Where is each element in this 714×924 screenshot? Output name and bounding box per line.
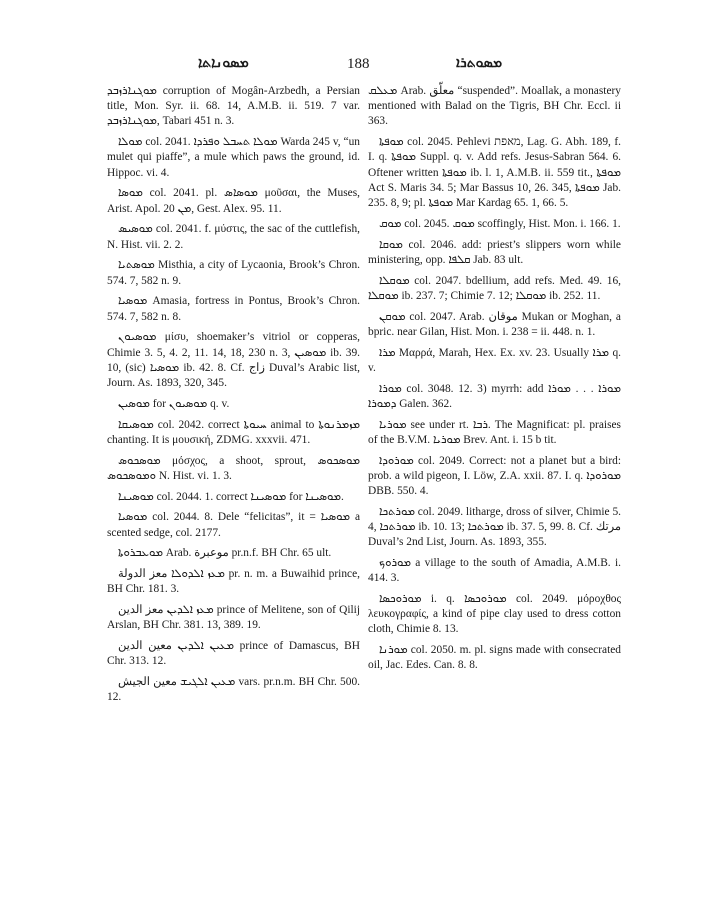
dictionary-entry: ܡܥܙ ܐܠܕܘܠܐ معز الدولة pr. n. m. a Buwaihid prince, BH Chr. 181. 3. (107, 568, 360, 596)
dictionary-entry: ܡܘܣܝܩܐ col. 2042. correct ܚܝܘܬܐ animal to ܡܙܡܪܢܘܬܐ chanting. It is μουσική, ZDMG. xxxvii. 471. (107, 418, 360, 446)
dictionary-entry: ܡܪܐ Μαρρά, Marah, Hex. Ex. xv. 23. Usually ܡܪܐ q. v. (368, 346, 621, 374)
dictionary-entry: ܡܘܦܬܐ col. 2045. Pehlevi מאפת, Lag. G. Abh. 189, f. I. q. ܡܘܦܬܐ Suppl. q. v. Add refs. Jesus-Sabran 564. 6. Oftener written ܡܘܦܬܐ ib. l. 1, A.M.B. ii. 559 tit., ܡܘܦܬܐ Act S. Maris 34. 5; Mar Bassus 10, 26. 345, ܡܘܦܬܐ Jab. 235. 8, 9; pl. ܡܘܦܬܐ Mar Kardag 65. 1, 66. 5. (368, 136, 621, 210)
dictionary-entry: ܡܘܣܐ col. 2041. pl. ܡܘܣܐܣ μοῦσαι, the Muses, Arist. Apol. ܡܢ 20, Gest. Alex. 95. 11. (107, 187, 360, 215)
right-column (368, 84, 621, 679)
dictionary-entry: ܡܘܪܬܟܐ col. 2049. litharge, dross of silver, Chimie 5. 4, ܡܘܪܬܟܐ ib. 10. 13; ܡܘܪܬܟܐ ib. 37. 5, 99. 8. Cf. مرتك Duval’s 2nd List, Journ. As. 1893, 355. (368, 505, 621, 549)
dictionary-entry: ܡܘܣܝܐ col. 2044. 8. Dele “felicitas”, it = ܡܘܣܝܐ a scented sedge, col. 2177. (107, 511, 361, 539)
dictionary-entry: ܡܘܣܝܘܢ μίσυ, shoemaker’s vitriol or copperas, Chimie 3. 5, 4. 2, 11. 14, 18, 230 n. 3, ܡܘܣܝܢ ib. 39. 10, (sic) ܡܘܣܝܐ ib. 42. 8. Cf. زاج Duval’s Arabic list, Journ. As. 1893, 320, 345. (107, 331, 360, 390)
dictionary-entry: ܡܘܪܘܟܣܐ i. q. ܡܘܪܘܟܣܐ col. 2049. μόροχθος λευκογραφίς, a kind of pipe clay used to dress cotton cloth, Chimie 8. 13. (368, 593, 621, 636)
dictionary-entry: ܡܘܥܒܪܘܬܐ Arab. موعبرة pr.n.f. BH Chr. 65 ult. (118, 547, 332, 560)
dictionary-entry: ܡܘܠܐ col. 2041. ܡܘܠܐ ܬܚܒܠ ܘܦܪܕܐ Warda 245 v, “un mulet qui piaffe”, a mule which paws the ground, id. Hippoc. vi. 4. (107, 136, 360, 179)
dictionary-entry: ܡܘܩܢ col. 2047. Arab. موقان Mukan or Moghan, a bpric. near Gilan, Hist. Mon. i. 238 = ii. 448. n. 1. (368, 310, 621, 338)
running-title-right: ܡܣܘܬܪܐ (456, 56, 503, 71)
dictionary-entry: ܡܥܝܢ ܐܠܕܝܢ معين الدين prince of Damascus, BH Chr. 313. 12. (107, 640, 360, 668)
dictionary-entry: ܡܥܙ ܐܠܕܝܢ معز الدين prince of Melitene, son of Qilij Arslan, BH Chr. 381. 13, 389. 19. (107, 604, 360, 632)
dictionary-entry: ܡܘܓܢܐܪܙܒܕ corruption of Mogân-Arzbedh, a Persian title, Mon. Syr. ii. 68. 14, A.M.B. ii. 519. 7 var. ܡܘܓܢܐܪܙܒܕ, Tabari 451 n. 3. (107, 85, 360, 128)
dictionary-entry: ܡܘܣܝܢܐ col. 2044. 1. correct ܡܘܣܝܢܐ for ܡܘܣܝܢܐ. (118, 490, 344, 503)
dictionary-entry: ܡܘܩܐ col. 2046. add: priest’s slippers worn while ministering, opp. ܩܠܦܐ Jab. 83 ult. (368, 238, 621, 266)
dictionary-entry: ܡܘܪܘܟ a village to the south of Amadia, A.M.B. i. 414. 3. (368, 557, 621, 585)
dictionary-entry: ܡܘܩ col. 2045. ܡܘܩ scoffingly, Hist. Mon. i. 166. 1. (379, 217, 621, 230)
dictionary-entry: ܡܘܣܝܢ for ܡܘܣܝܘܢ q. v. (118, 397, 230, 410)
page-number: 188 (347, 56, 370, 72)
running-title-left: ܡܣܘܢܐܬܐ (198, 56, 249, 71)
left-column (107, 84, 360, 711)
dictionary-entry: ܡܘܣܝܐ Amasia, fortress in Pontus, Brook’s Chron. 574. 7, 582 n. 8. (107, 295, 360, 323)
dictionary-entry: ܡܘܣܝܣ col. 2041. f. μύστις, the sac of the cuttlefish, N. Hist. vii. 2. 2. (107, 223, 360, 251)
dictionary-entry: ܡܘܣܟܘܣ μόσχος, a shoot, sprout, ܡܘܣܟܘܣ ܘܡܘܣܟܘܣ N. Hist. vi. 1. 3. (107, 454, 360, 482)
dictionary-entry: ܡܘܪܢܐ col. 2050. m. pl. signs made with consecrated oil, Jac. Edes. Can. 8. 8. (368, 644, 621, 672)
dictionary-entry: ܡܘܣܬܝܐ Misthia, a city of Lycaonia, Brook’s Chron. 574. 7, 582 n. 9. (107, 259, 360, 287)
dictionary-entry: ܡܥܝܢ ܐܠܓܝܫ معين الجيش vars. pr.n.m. BH Chr. 500. 12. (107, 676, 360, 704)
page-header (0, 56, 714, 76)
dictionary-entry: ܡܘܪܝܐ see under rt. ܪܒܐ. The Magnificat: pl. praises of the B.V.M. ܡܘܪܝܐ Brev. Ant. i. 15 b tit. (368, 418, 621, 446)
dictionary-entry: ܡܘܪܐ col. 3048. 12. 3) myrrh: add ܡܘܪܐ . . . ܡܘܪܐ ܕܡܘܪܐ Galen. 362. (368, 382, 621, 410)
dictionary-entry: ܡܥܠܩ Arab. معلّق “suspended”. Moallak, a monastery mentioned with Balad on the Tigris, BH Chr. Eccl. ii 363. (368, 85, 621, 128)
dictionary-entry: ܡܘܩܠܐ col. 2047. bdellium, add refs. Med. 49. 16, ܡܘܩܠܐ ib. 237. 7; Chimie 7. 12; ܡܘܩܠܐ ib. 252. 11. (368, 274, 621, 302)
dictionary-entry: ܡܘܪܘܕܐ col. 2049. Correct: not a planet but a bird: prob. a wild pigeon, I. Löw, Z.A. xxii. 87. I. q. ܡܘܪܘܕܐ DBB. 550. 4. (368, 454, 621, 498)
